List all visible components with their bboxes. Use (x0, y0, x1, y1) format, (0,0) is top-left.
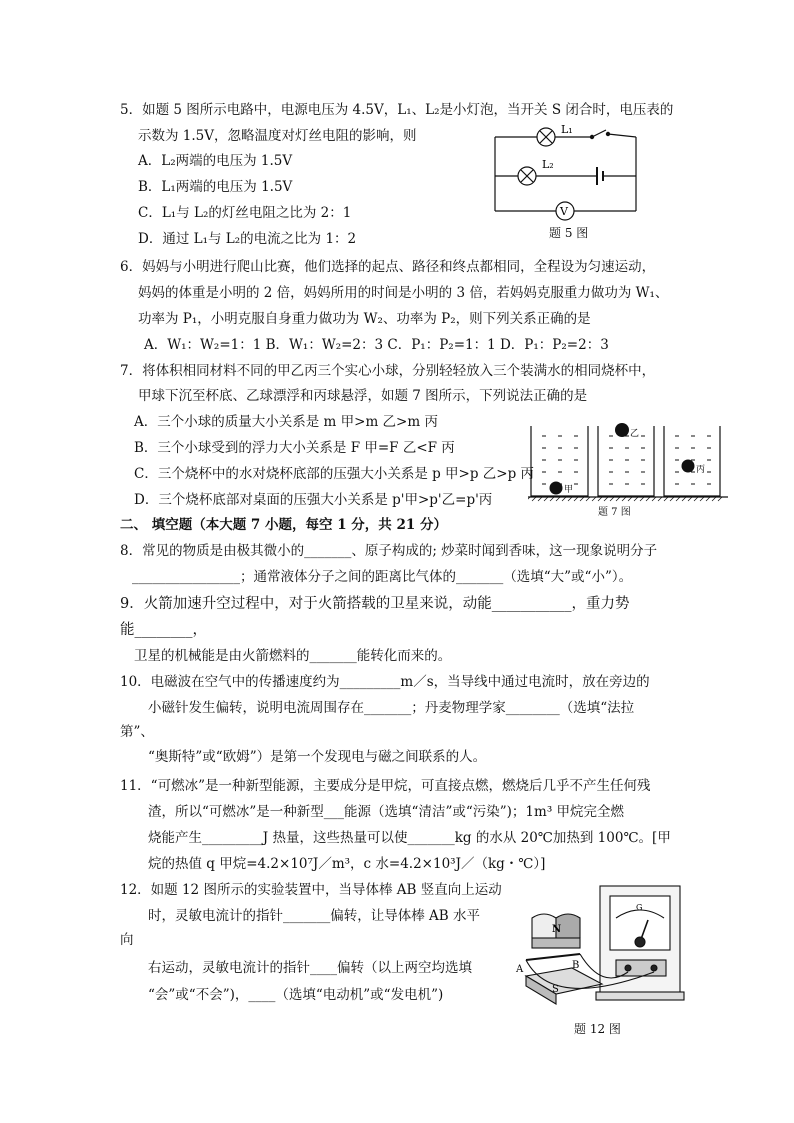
q12-apparatus-diagram (512, 880, 698, 1016)
q10-line-2: 小磁针发生偏转，说明电流周围存在_______；丹麦物理学家________（选填“法拉 (148, 700, 635, 716)
q9-line-1: 9．火箭加速升空过程中，对于火箭搭载的卫星来说，动能___________，重力势 (120, 596, 630, 612)
q12-label-g: G (636, 903, 643, 912)
q7-beakers-diagram (528, 420, 730, 502)
q11-line-4: 烷的热值 q 甲烷=4.2×10⁷J／m³，c 水=4.2×10³J／（kg・℃）] (148, 856, 546, 872)
q12-label-a: A (516, 964, 524, 975)
q7-line-1: 7．将体积相同材料不同的甲乙丙三个实心小球，分别轻轻放入三个装满水的相同烧杯中， (120, 363, 656, 379)
q12-line-2: 时，灵敏电流计的指针_______偏转，让导体棒 AB 水平 (148, 908, 481, 924)
q5-line-1: 5．如题 5 图所示电路中，电源电压为 4.5V，L₁、L₂是小灯泡，当开关 S 闭合时，电压表的 (120, 102, 674, 118)
q5-option-a: A．L₂两端的电压为 1.5V (138, 153, 293, 169)
q10-line-3: 第”、 (120, 724, 154, 740)
q11-line-3: 烧能产生_________J 热量，这些热量可以使_______kg 的水从 20℃加热到 100℃。[甲 (148, 830, 671, 846)
q5-label-l2: L₂ (542, 158, 554, 171)
q12-line-4: 右运动，灵敏电流计的指针____偏转（以上两空均选填 (148, 960, 472, 976)
q7-option-b: B．三个小球受到的浮力大小关系是 F 甲=F 乙<F 丙 (134, 440, 455, 456)
q12-figure-caption: 题 12 图 (574, 1022, 621, 1036)
q6-options: A．W₁：W₂=1：1 B．W₁：W₂=2：3 C．P₁：P₂=1：1 D．P₁：P₂=2：3 (144, 337, 609, 353)
q8-line-2: ________________；通常液体分子之间的距离比气体的_______（选填“大”或“小”）。 (132, 569, 633, 585)
q12-line-3: 向 (120, 932, 134, 948)
q5-label-l1: L₁ (561, 123, 573, 136)
q12-label-b: B (572, 960, 580, 971)
q12-label-n: N (552, 924, 562, 935)
q5-label-v: V (560, 205, 568, 218)
q7-label-jia: 甲 (564, 485, 574, 495)
q5-figure-caption: 题 5 图 (549, 226, 589, 240)
q7-option-d: D．三个烧杯底部对桌面的压强大小关系是 p'甲>p'乙=p'丙 (134, 492, 493, 508)
q8-line-1: 8．常见的物质是由极其微小的_______、原子构成的; 炒菜时闻到香味，这一现象说明分子 (120, 543, 658, 559)
q11-line-2: 渣，所以“可燃冰”是一种新型___能源（选填“清洁”或“污染”)；1m³ 甲烷完全燃 (148, 804, 625, 820)
q6-line-3: 功率为 P₁，小明克服自身重力做功为 W₂、功率为 P₂，则下列关系正确的是 (138, 311, 591, 327)
section-2-heading: 二、 填空题（本大题 7 小题，每空 1 分，共 21 分） (120, 517, 447, 533)
q5-line-2: 示数为 1.5V，忽略温度对灯丝电阻的影响，则 (138, 128, 417, 144)
q5-option-b: B．L₁两端的电压为 1.5V (138, 179, 293, 195)
q12-line-1: 12．如题 12 图所示的实验装置中，当导体棒 AB 竖直向上运动 (120, 882, 502, 898)
q7-option-a: A．三个小球的质量大小关系是 m 甲>m 乙>m 丙 (134, 414, 438, 430)
q10-line-4: “奥斯特”或“欧姆”）是第一个发现电与磁之间联系的人。 (148, 749, 487, 765)
q7-line-2: 甲球下沉至杯底、乙球漂浮和丙球悬浮，如题 7 图所示，下列说法正确的是 (138, 388, 588, 404)
q5-option-c: C．L₁与 L₂的灯丝电阻之比为 2：1 (138, 205, 352, 221)
q9-line-2: 能________， (120, 622, 207, 638)
q7-label-yi: 乙 (630, 429, 640, 439)
q11-line-1: 11．“可燃冰”是一种新型能源，主要成分是甲烷，可直接点燃，燃烧后几乎不产生任何残 (120, 778, 651, 794)
q5-option-d: D．通过 L₁与 L₂的电流之比为 1：2 (138, 231, 357, 247)
q12-label-s: S (552, 984, 559, 995)
q7-label-bing: 丙 (696, 465, 706, 475)
q7-option-c: C．三个烧杯中的水对烧杯底部的压强大小关系是 p 甲>p 乙>p 丙 (134, 466, 535, 482)
q7-figure-caption: 题 7 图 (598, 507, 631, 518)
q6-line-1: 6．妈妈与小明进行爬山比赛，他们选择的起点、路径和终点都相同，全程设为匀速运动， (120, 259, 656, 275)
q9-line-3: 卫星的机械能是由火箭燃料的_______能转化而来的。 (134, 648, 452, 664)
q6-line-2: 妈妈的体重是小明的 2 倍，妈妈所用的时间是小明的 3 倍，若妈妈克服重力做功为 W₁、 (138, 285, 669, 301)
q5-circuit-diagram (490, 122, 640, 222)
q12-line-5: “会”或“不会”)，____（选填“电动机”或“发电机”) (148, 987, 444, 1003)
q10-line-1: 10．电磁波在空气中的传播速度约为_________m／s，当导线中通过电流时，放在旁边的 (120, 674, 650, 690)
